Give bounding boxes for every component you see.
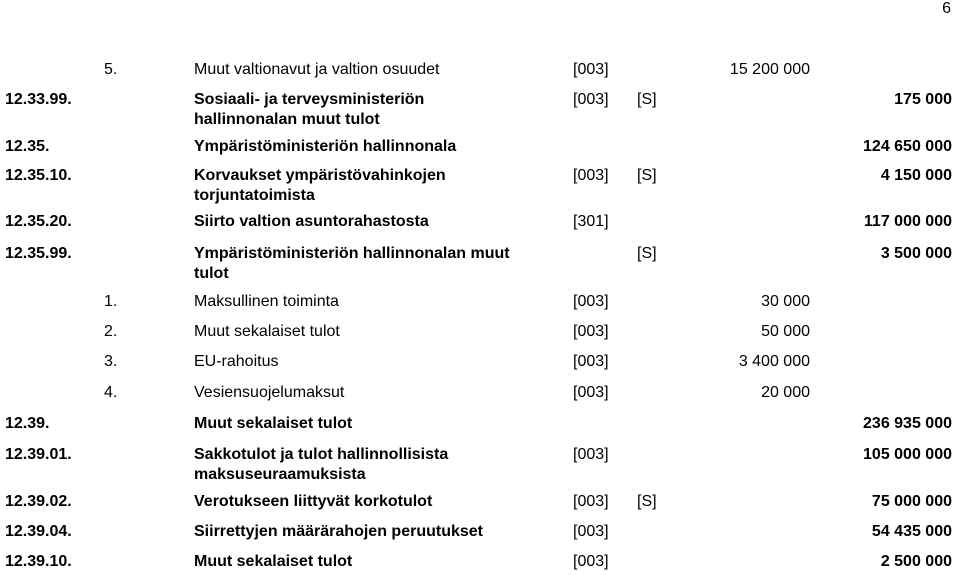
subitem-amount: 3 400 000 (738, 353, 810, 370)
subitem-number: 4. (104, 384, 118, 401)
item-number: 12.35.99. (5, 245, 72, 262)
row-flag: [S] (637, 167, 657, 184)
item-number: 12.39.10. (5, 553, 72, 570)
row-description: Siirto valtion asuntorahastosta (194, 213, 429, 230)
row-amount: 3 500 000 (880, 245, 952, 262)
row-amount: 117 000 000 (863, 213, 952, 230)
row-description: Siirrettyjen määrärahojen peruutukset (194, 523, 483, 540)
table-row (0, 352, 960, 372)
table-row (0, 137, 960, 157)
row-description: Verotukseen liittyvät korkotulot (194, 493, 433, 510)
subitem-amount: 20 000 (761, 384, 810, 401)
table-row (0, 60, 960, 80)
table-row (0, 322, 960, 342)
row-description-line2: hallinnonalan muut tulot (194, 111, 380, 128)
table-row (0, 90, 960, 128)
row-description: Sosiaali- ja terveysministeriön (194, 91, 425, 108)
row-description-line2: maksuseuraamuksista (194, 466, 366, 483)
row-code: [003] (573, 553, 609, 570)
table-row (0, 212, 960, 232)
table-row (0, 292, 960, 312)
subitem-number: 5. (104, 61, 118, 78)
row-code: [003] (573, 91, 609, 108)
row-description: Ympäristöministeriön hallinnonalan muut (194, 245, 510, 262)
row-code: [003] (573, 523, 609, 540)
row-amount: 75 000 000 (871, 493, 952, 510)
row-code: [003] (573, 446, 609, 463)
row-flag: [S] (637, 91, 657, 108)
row-description-line2: tulot (194, 265, 229, 282)
subitem-amount: 50 000 (761, 323, 810, 340)
subitem-amount: 30 000 (761, 293, 810, 310)
item-number: 12.39.01. (5, 446, 72, 463)
table-row (0, 166, 960, 204)
row-code: [003] (573, 293, 609, 310)
row-code: [003] (573, 323, 609, 340)
item-number: 12.39.02. (5, 493, 72, 510)
row-code: [003] (573, 61, 609, 78)
row-amount: 54 435 000 (871, 523, 952, 540)
item-number: 12.33.99. (5, 91, 72, 108)
table-row (0, 492, 960, 512)
table-row (0, 445, 960, 483)
page-number: 6 (942, 0, 951, 17)
subitem-number: 2. (104, 323, 118, 340)
row-description: EU-rahoitus (194, 353, 279, 370)
subitem-number: 3. (104, 353, 118, 370)
row-description: Korvaukset ympäristövahinkojen (194, 167, 446, 184)
row-description: Sakkotulot ja tulot hallinnollisista (194, 446, 449, 463)
subitem-number: 1. (104, 293, 118, 310)
item-number: 12.35.10. (5, 167, 72, 184)
row-flag: [S] (637, 245, 657, 262)
row-amount: 175 000 (894, 91, 952, 108)
subitem-amount: 15 200 000 (729, 61, 810, 78)
table-row (0, 244, 960, 282)
row-amount: 236 935 000 (863, 415, 952, 432)
row-flag: [S] (637, 493, 657, 510)
row-description: Muut sekalaiset tulot (194, 323, 340, 340)
row-description: Ympäristöministeriön hallinnonala (194, 138, 457, 155)
row-code: [003] (573, 353, 609, 370)
row-description-line2: torjuntatoimista (194, 187, 315, 204)
row-code: [003] (573, 493, 609, 510)
item-number: 12.35.20. (5, 213, 72, 230)
item-number: 12.35. (5, 138, 50, 155)
row-amount: 2 500 000 (880, 553, 952, 570)
row-description: Maksullinen toiminta (194, 293, 339, 310)
row-description: Vesiensuojelumaksut (194, 384, 345, 401)
table-row (0, 522, 960, 542)
row-code: [301] (573, 213, 609, 230)
table-row (0, 552, 960, 572)
row-description: Muut sekalaiset tulot (194, 415, 353, 432)
row-amount: 105 000 000 (863, 446, 952, 463)
table-row (0, 414, 960, 434)
row-description: Muut sekalaiset tulot (194, 553, 353, 570)
row-code: [003] (573, 384, 609, 401)
table-row (0, 383, 960, 403)
row-amount: 4 150 000 (880, 167, 952, 184)
row-description: Muut valtionavut ja valtion osuudet (194, 61, 440, 78)
row-amount: 124 650 000 (863, 138, 952, 155)
item-number: 12.39. (5, 415, 50, 432)
item-number: 12.39.04. (5, 523, 72, 540)
row-code: [003] (573, 167, 609, 184)
